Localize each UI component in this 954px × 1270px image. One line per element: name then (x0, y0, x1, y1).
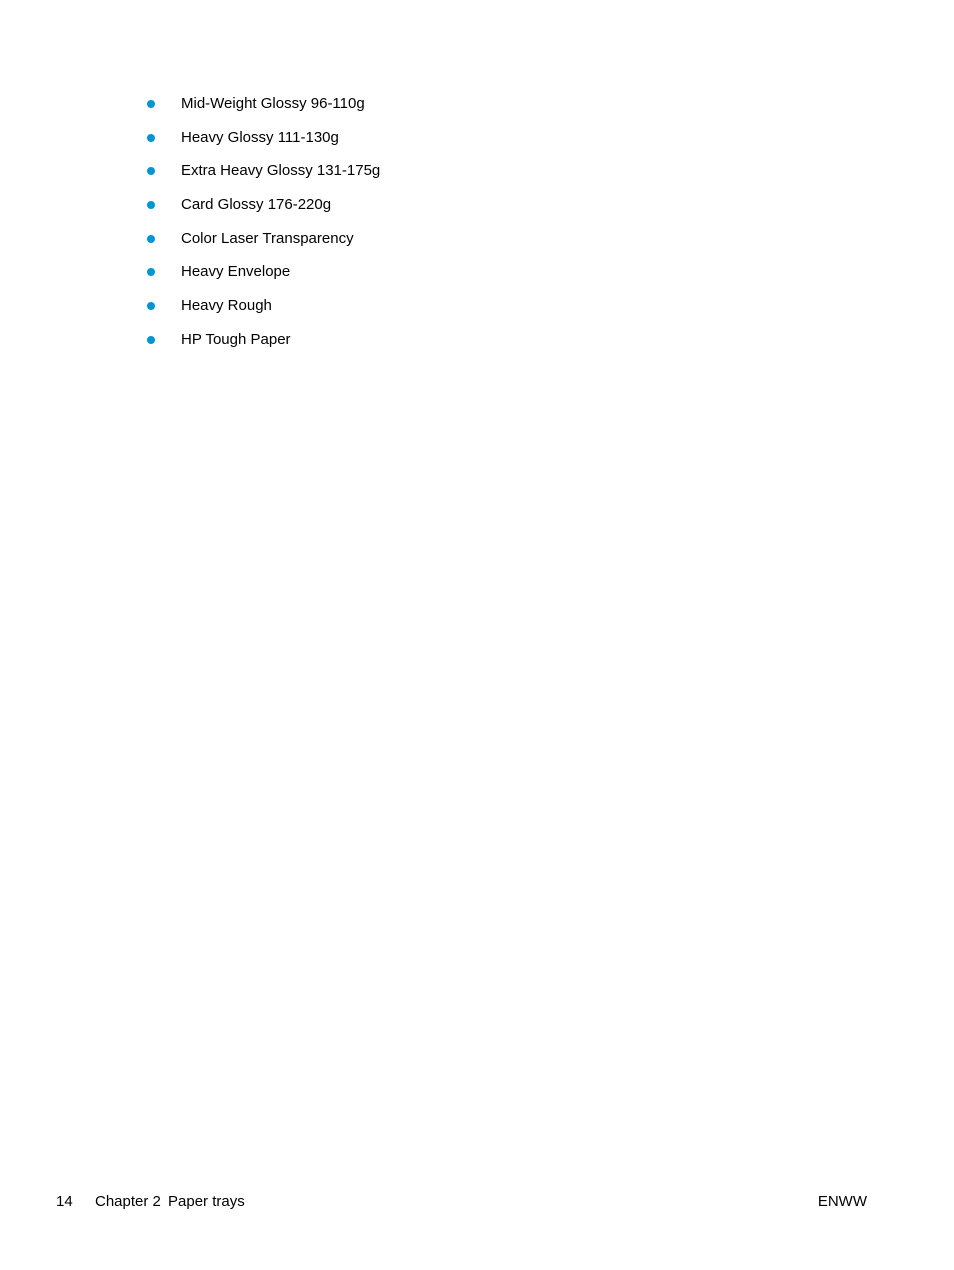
list-item (146, 194, 380, 228)
bullet-icon (147, 167, 155, 175)
page-footer (56, 1191, 868, 1213)
chapter-label: Chapter 2 (95, 1193, 161, 1210)
list-item (146, 127, 380, 161)
list-item (146, 295, 380, 329)
bullet-icon (147, 100, 155, 108)
bullet-icon (147, 268, 155, 276)
bullet-icon (147, 201, 155, 209)
bullet-icon (147, 302, 155, 310)
list-item (146, 160, 380, 194)
bullet-icon (147, 235, 155, 243)
bullet-icon (147, 336, 155, 344)
list-item-text: Color Laser Transparency (181, 229, 354, 247)
list-item-text: Heavy Rough (181, 297, 272, 315)
language-code: ENWW (817, 1193, 867, 1210)
list-item-text: Card Glossy 176-220g (181, 196, 332, 214)
paper-type-list (146, 93, 380, 363)
list-item (146, 93, 380, 127)
list-item (146, 329, 380, 363)
page-number: 14 (56, 1193, 73, 1210)
list-item-text: Mid-Weight Glossy 96-110g (181, 95, 365, 112)
bullet-icon (147, 134, 155, 142)
list-item-text: Heavy Glossy 111-130g (181, 128, 339, 146)
list-item (146, 228, 380, 262)
list-item (146, 261, 380, 295)
list-item-text: Extra Heavy Glossy 131-175g (181, 162, 381, 180)
list-item-text: HP Tough Paper (181, 330, 291, 348)
list-item-text: Heavy Envelope (181, 263, 291, 281)
chapter-title: Paper trays (168, 1193, 245, 1210)
